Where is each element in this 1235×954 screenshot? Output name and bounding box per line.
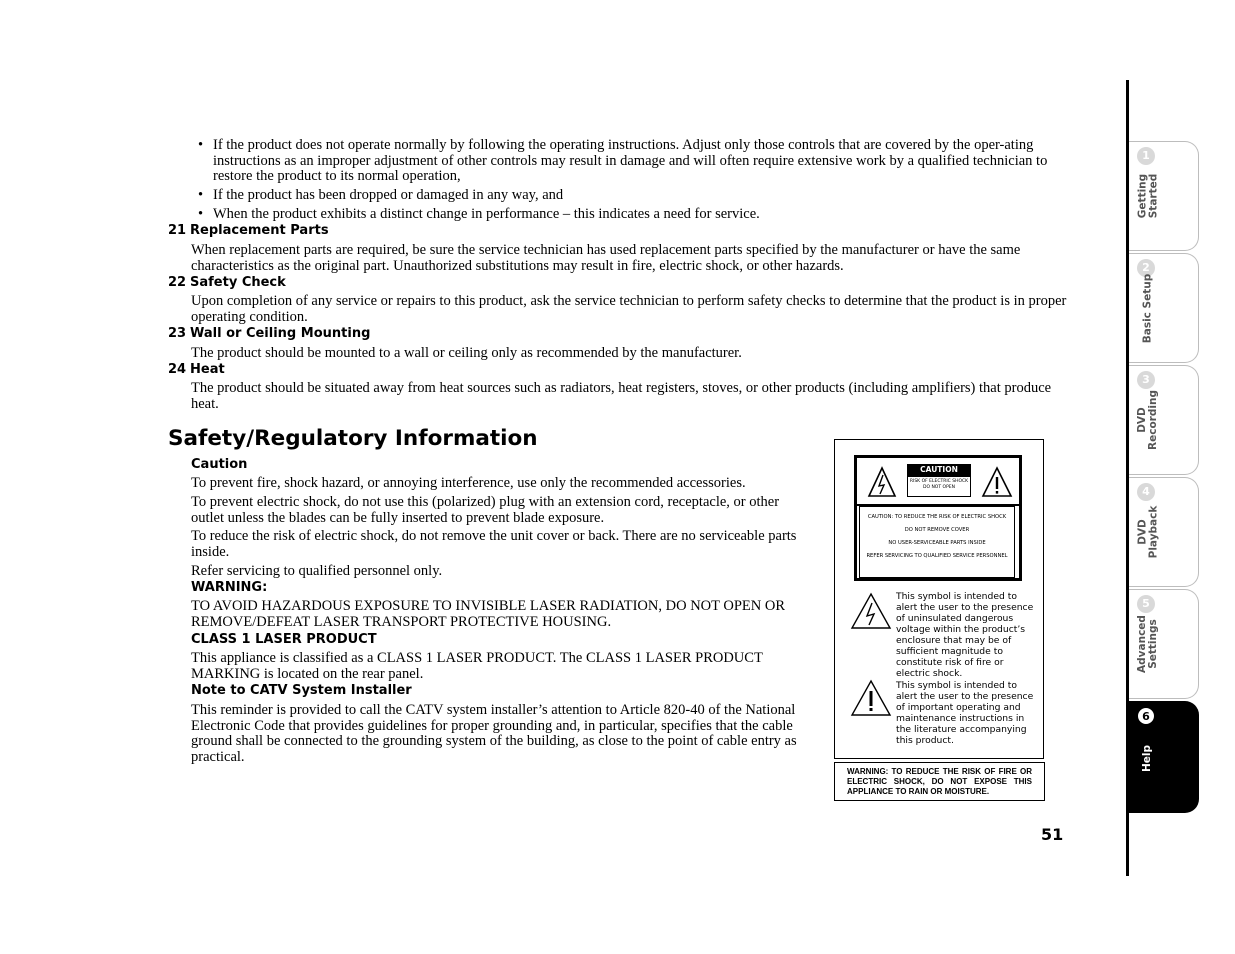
rain-warning-box: WARNING: TO REDUCE THE RISK OF FIRE OR ELECTRIC SHOCK, DO NOT EXPOSE THIS APPLIANCE TO RAIN OR MOISTURE. <box>834 762 1045 801</box>
exclamation-triangle-icon <box>850 679 892 717</box>
chapter-number-icon: 4 <box>1137 483 1155 501</box>
caution-label-figure <box>834 439 1044 759</box>
caution-line: NO USER-SERVICEABLE PARTS INSIDE <box>888 540 986 546</box>
section-text-wall-mounting: The product should be mounted to a wall or ceiling only as recommended by the manufacturer. <box>191 345 742 361</box>
chapter-number-icon: 2 <box>1137 259 1155 277</box>
page-number: 51 <box>1041 825 1064 844</box>
tab-dvd-playback[interactable] <box>1129 477 1199 587</box>
caution-heading: Caution <box>191 457 248 472</box>
bullet-text: When the product exhibits a distinct change in performance – this indicates a need for service. <box>213 206 760 222</box>
section-heading-wall-mounting: 23 Wall or Ceiling Mounting <box>168 326 371 341</box>
tab-dvd-recording[interactable] <box>1129 365 1199 475</box>
tab-label: Getting Started <box>1136 173 1160 219</box>
exclamation-symbol-description: This symbol is intended to alert the user to the presence of important operating and maintenance instructions in the literature accompanying this product. <box>896 680 1034 746</box>
bullet-text: If the product does not operate normally by following the operating instructions. Adjust only those controls that are covered by the oper-ating instructions as an improper adjustment of other controls may result in damage and will often require extensive work by a qualified technician to restore the product to its normal operation, <box>213 137 1048 184</box>
caution-paragraph: To prevent fire, shock hazard, or annoying interference, use only the recommended accessories. <box>191 475 746 491</box>
lightning-triangle-icon <box>850 592 892 630</box>
catv-paragraph: This reminder is provided to call the CATV system installer’s attention to Article 820-40 of the National Electronic Code that provides guidelines for proper grounding and, in particular, specifies that the cable ground shall be connected to the grounding system of the building, as close to the point of cable entry as practical. <box>191 702 797 765</box>
class1-paragraph: This appliance is classified as a CLASS 1 LASER PRODUCT. The CLASS 1 LASER PRODUCT MARKING is located on the rear panel. <box>191 650 763 682</box>
tab-getting-started[interactable] <box>1129 141 1199 251</box>
section-text-heat: The product should be situated away from heat sources such as radiators, heat registers, stoves, or other products (including amplifiers) that produce heat. <box>191 380 1052 412</box>
exclamation-triangle-icon <box>981 466 1013 498</box>
caution-inner-box <box>859 506 1015 578</box>
section-text-replacement-parts: When replacement parts are required, be sure the service technician has used replacement parts specified by the manufacturer or have the same characteristics as the original part. Unauthorized substitutions may result in fire, electric shock, or other hazards. <box>191 242 1021 274</box>
caution-tag: CAUTION <box>907 464 971 476</box>
bullet-text: If the product has been dropped or damaged in any way, and <box>213 187 564 203</box>
warning-heading: WARNING: <box>191 580 268 595</box>
caution-paragraph: To prevent electric shock, do not use this (polarized) plug with an extension cord, receptacle, or other outlet unless the blades can be fully inserted to prevent blade exposure. <box>191 494 780 526</box>
tab-label: DVD Playback <box>1136 505 1159 559</box>
tab-label: Advanced Settings <box>1136 615 1160 673</box>
tab-help[interactable] <box>1129 701 1199 813</box>
section-heading-heat: 24 Heat <box>168 362 225 377</box>
caution-line: CAUTION: TO REDUCE THE RISK OF ELECTRIC SHOCK <box>867 514 1007 520</box>
class1-heading: CLASS 1 LASER PRODUCT <box>191 632 377 647</box>
bullet-dot: • <box>198 206 204 222</box>
tab-advanced-settings[interactable] <box>1129 589 1199 699</box>
tab-basic-setup[interactable] <box>1129 253 1199 363</box>
bullet-dot: • <box>198 187 204 203</box>
tab-label: Basic Setup <box>1141 273 1154 343</box>
section-text-safety-check: Upon completion of any service or repairs to this product, ask the service technician to perform safety checks to determine that the product is in proper operating condition. <box>191 293 1067 325</box>
lightning-triangle-icon <box>867 466 897 498</box>
catv-heading: Note to CATV System Installer <box>191 683 412 698</box>
caution-label-panel <box>854 455 1022 581</box>
chapter-number-icon: 3 <box>1137 371 1155 389</box>
caution-line: REFER SERVICING TO QUALIFIED SERVICE PERSONNEL <box>866 553 1008 559</box>
lightning-symbol-description: This symbol is intended to alert the user to the presence of uninsulated dangerous voltage within the product’s enclosure that may be of sufficient magnitude to constitute risk of fire or electric shock. <box>896 591 1034 679</box>
caution-paragraph: To reduce the risk of electric shock, do not remove the unit cover or back. There are no serviceable parts inside. <box>191 528 797 560</box>
section-heading-replacement-parts: 21 Replacement Parts <box>168 223 329 238</box>
warning-paragraph: TO AVOID HAZARDOUS EXPOSURE TO INVISIBLE LASER RADIATION, DO NOT OPEN OR REMOVE/DEFEAT LASER TRANSPORT PROTECTIVE HOUSING. <box>191 598 785 630</box>
chapter-number-icon: 5 <box>1137 595 1155 613</box>
caution-band <box>857 458 1019 506</box>
risk-text: RISK OF ELECTRIC SHOCK DO NOT OPEN <box>907 476 971 497</box>
tab-label: DVD Recording <box>1136 390 1159 450</box>
page-title: Safety/Regulatory Information <box>168 426 538 451</box>
section-heading-safety-check: 22 Safety Check <box>168 275 286 290</box>
bullet-dot: • <box>198 137 204 153</box>
chapter-number-icon: 6 <box>1137 707 1155 725</box>
caution-paragraph: Refer servicing to qualified personnel only. <box>191 563 443 579</box>
caution-line: DO NOT REMOVE COVER <box>904 527 970 533</box>
tab-label: Help <box>1141 744 1154 772</box>
chapter-number-icon: 1 <box>1137 147 1155 165</box>
